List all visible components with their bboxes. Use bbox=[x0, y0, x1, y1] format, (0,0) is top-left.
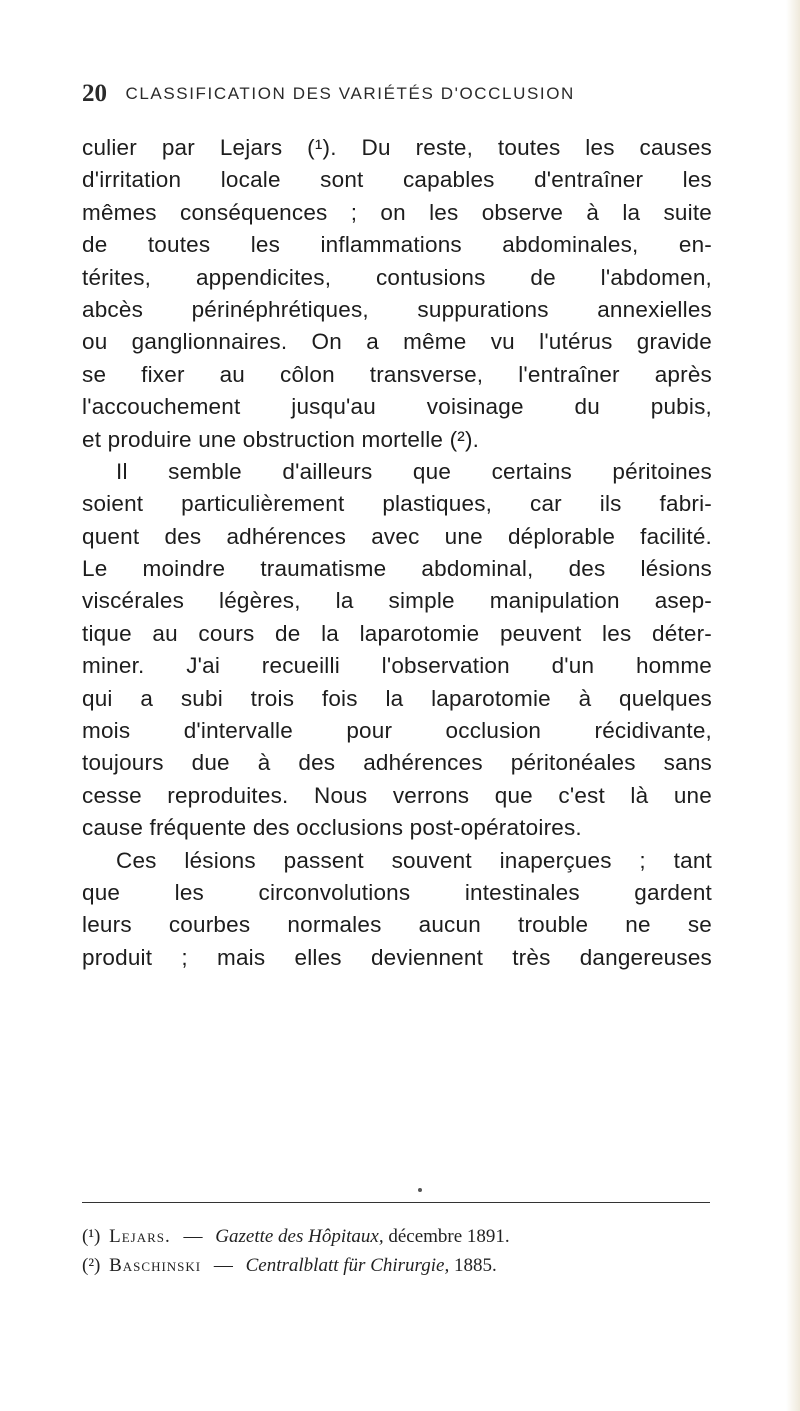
footnote-divider bbox=[82, 1202, 710, 1203]
text-line: culier par Lejars (¹). Du reste, toutes les causes bbox=[82, 135, 712, 160]
text-line: cesse reproduites. Nous verrons que c'est là une bbox=[82, 782, 712, 808]
text-line: quent des adhérences avec une déplorable facilité. bbox=[82, 523, 712, 549]
text-line: toujours due à des adhérences péritonéales sans bbox=[82, 750, 712, 776]
text-line: d'irritation locale sont capables d'entraîner les bbox=[82, 167, 712, 193]
footnote-2 bbox=[82, 1251, 722, 1280]
footnote-separator: — bbox=[183, 1226, 203, 1247]
text-line: tique au cours de la laparotomie peuvent les déter- bbox=[82, 620, 712, 646]
footnotes bbox=[82, 1222, 722, 1280]
text-line: mois d'intervalle pour occlusion récidivante, bbox=[82, 718, 712, 744]
ink-dot bbox=[418, 1188, 422, 1192]
footnote-1 bbox=[82, 1222, 722, 1251]
page-number: 20 bbox=[82, 80, 107, 107]
text-line: miner. J'ai recueilli l'observation d'un homme bbox=[82, 653, 712, 679]
body-text bbox=[82, 132, 712, 974]
text-line: abcès périnéphrétiques, suppurations annexielles bbox=[82, 296, 712, 322]
text-line: cause fréquente des occlusions post-opératoires. bbox=[82, 815, 582, 841]
footnote-author: Baschinski bbox=[109, 1255, 202, 1276]
page-header bbox=[82, 80, 702, 120]
footnote-detail: 1885. bbox=[453, 1255, 497, 1276]
text-line: leurs courbes normales aucun trouble ne se bbox=[82, 912, 712, 938]
text-line: de toutes les inflammations abdominales, en- bbox=[82, 232, 712, 258]
footnote-journal: Gazette des Hôpitaux, bbox=[215, 1226, 384, 1247]
text-line: Ces lésions passent souvent inaperçues ; tant bbox=[116, 847, 712, 873]
text-line: que les circonvolutions intestinales gardent bbox=[82, 879, 712, 905]
footnote-detail: décembre 1891. bbox=[388, 1226, 510, 1247]
footnote-mark: (²) bbox=[82, 1255, 101, 1276]
text-line: térites, appendicites, contusions de l'abdomen, bbox=[82, 264, 712, 290]
footnote-mark: (¹) bbox=[82, 1226, 101, 1247]
footnote-journal: Centralblatt für Chirurgie, bbox=[245, 1255, 450, 1276]
text-line: qui a subi trois fois la laparotomie à quelques bbox=[82, 685, 712, 711]
running-head: CLASSIFICATION DES VARIÉTÉS D'OCCLUSION bbox=[125, 84, 575, 103]
text-line: Il semble d'ailleurs que certains péritoines bbox=[116, 458, 712, 484]
footnote-author: Lejars. bbox=[109, 1226, 171, 1247]
text-line: mêmes conséquences ; on les observe à la suite bbox=[82, 199, 712, 225]
text-line: produit ; mais elles deviennent très dangereuses bbox=[82, 944, 712, 970]
text-line: Le moindre traumatisme abdominal, des lésions bbox=[82, 556, 712, 582]
text-line: se fixer au côlon transverse, l'entraîner après bbox=[82, 361, 712, 387]
text-line: soient particulièrement plastiques, car ils fabri- bbox=[82, 491, 712, 517]
text-line: et produire une obstruction mortelle (²). bbox=[82, 426, 480, 452]
page-edge-shadow bbox=[786, 0, 800, 1411]
text-line: viscérales légères, la simple manipulation asep- bbox=[82, 588, 712, 614]
text-line: l'accouchement jusqu'au voisinage du pubis, bbox=[82, 394, 712, 420]
footnote-separator: — bbox=[213, 1255, 233, 1276]
text-line: ou ganglionnaires. On a même vu l'utérus gravide bbox=[82, 329, 712, 355]
